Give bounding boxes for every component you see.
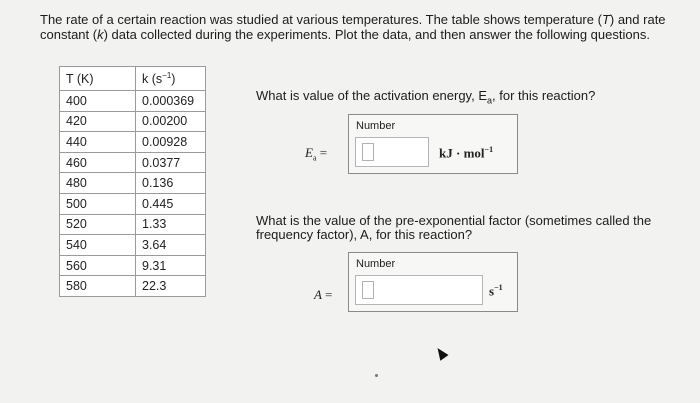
- temperature-cell: 500: [60, 193, 136, 214]
- ea-answer-box: [348, 114, 518, 174]
- rate-constant-cell: 22.3: [136, 276, 206, 297]
- table-header-row: [60, 67, 206, 91]
- question-activation-energy: What is value of the activation energy, $E_a$, for this reaction?: [256, 88, 596, 106]
- intro-t-symbol: T: [601, 12, 610, 27]
- temperature-cell: 420: [60, 111, 136, 132]
- a-input[interactable]: [355, 275, 483, 305]
- table-row: [60, 152, 206, 173]
- table-row: [60, 255, 206, 276]
- rate-constant-cell: 0.00928: [136, 132, 206, 153]
- question-pre-exponential: What is the value of the pre-exponential factor (sometimes called the frequency factor), A, for this reaction?: [256, 213, 652, 242]
- temperature-cell: 460: [60, 152, 136, 173]
- a-variable-label: A =: [314, 287, 333, 302]
- table-row: [60, 111, 206, 132]
- table-row: [60, 173, 206, 194]
- a-number-label: Number: [356, 258, 396, 270]
- temperature-cell: 580: [60, 276, 136, 297]
- rate-constant-cell: 0.445: [136, 193, 206, 214]
- rate-constant-cell: 0.136: [136, 173, 206, 194]
- a-text-caret: [362, 281, 374, 299]
- ea-unit: kJ · mol$^{-1}$: [439, 145, 494, 161]
- rate-constant-cell: 0.000369: [136, 91, 206, 112]
- ea-variable-label: $E_a$ =: [305, 145, 328, 163]
- rate-constant-cell: 3.64: [136, 235, 206, 256]
- intro-k-symbol: k: [97, 27, 104, 42]
- a-answer-box: [348, 252, 518, 312]
- temperature-cell: 560: [60, 255, 136, 276]
- problem-statement: [40, 12, 680, 42]
- table-row: [60, 193, 206, 214]
- ea-input[interactable]: [355, 137, 429, 167]
- intro-text-1: The rate of a certain reaction was studied at various temperatures. The table shows temperature (: [40, 12, 602, 27]
- data-table: [59, 66, 206, 297]
- temperature-cell: 440: [60, 132, 136, 153]
- ea-text-caret: [362, 143, 374, 161]
- rate-constant-cell: 9.31: [136, 255, 206, 276]
- ea-number-label: Number: [356, 120, 396, 132]
- a-unit: $s^{-1}$: [489, 283, 503, 299]
- intro-text-3: ) data collected during the experiments. Plot the data, and then answer the following questions.: [103, 27, 650, 42]
- header-temperature: T (K): [60, 67, 136, 91]
- table-row: [60, 91, 206, 112]
- temperature-cell: 480: [60, 173, 136, 194]
- rate-constant-cell: 0.0377: [136, 152, 206, 173]
- temperature-cell: 520: [60, 214, 136, 235]
- header-rate-constant: k $(s^{-1})$: [136, 67, 206, 91]
- table-row: [60, 235, 206, 256]
- intro-text-2: ) and rate constant (: [40, 12, 666, 42]
- table-row: [60, 214, 206, 235]
- table-row: [60, 276, 206, 297]
- rate-constant-cell: 0.00200: [136, 111, 206, 132]
- temperature-cell: 400: [60, 91, 136, 112]
- stray-dot: [375, 374, 378, 377]
- temperature-cell: 540: [60, 235, 136, 256]
- rate-constant-cell: 1.33: [136, 214, 206, 235]
- mouse-pointer-icon: [433, 345, 448, 361]
- table-row: [60, 132, 206, 153]
